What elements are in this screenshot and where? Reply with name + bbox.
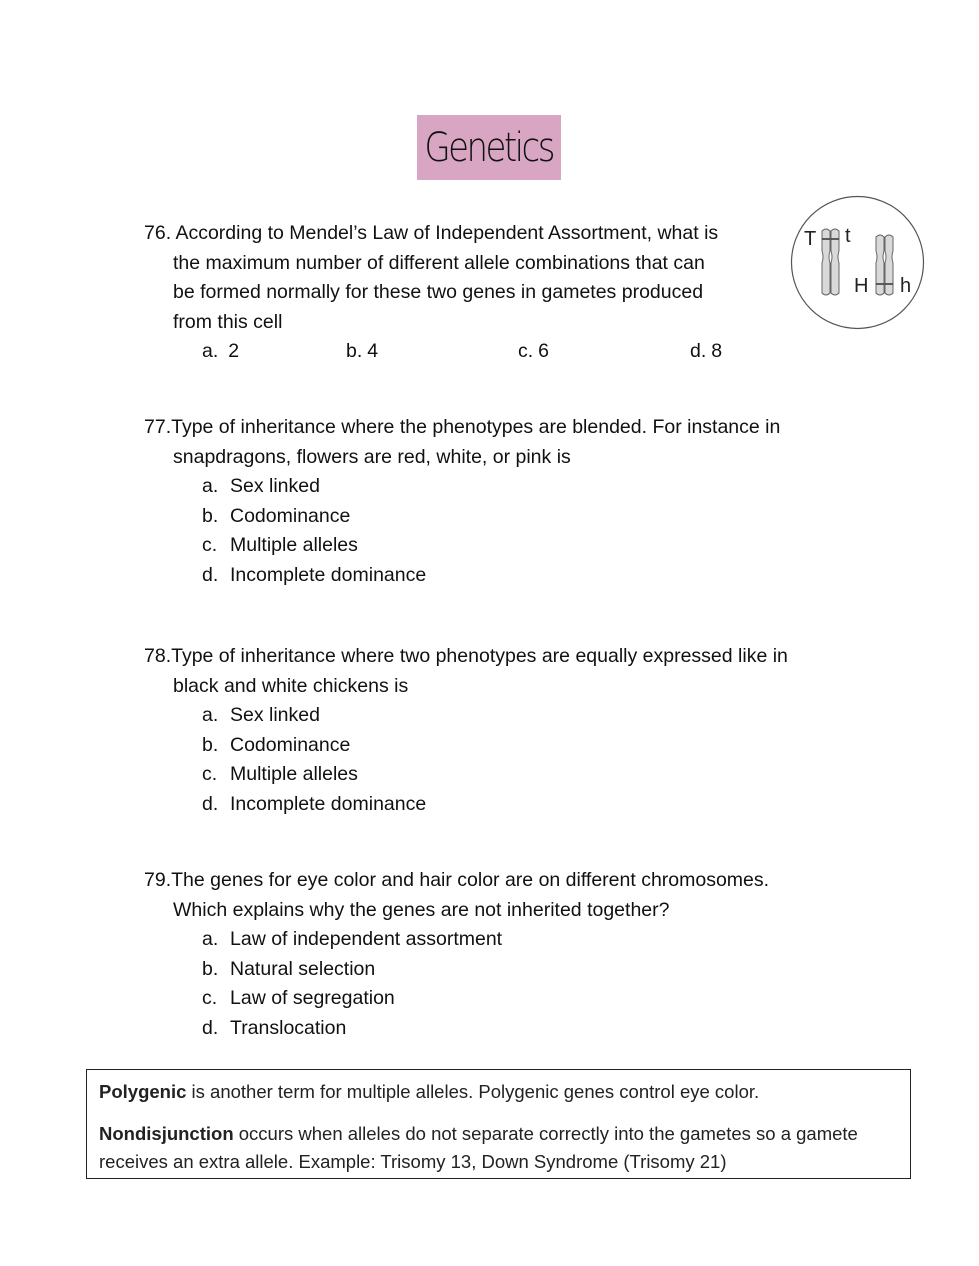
answer-options: [144, 337, 764, 367]
answer-option-a[interactable]: a. Law of independent assortment: [202, 928, 503, 950]
question-text: Which explains why the genes are not inherited together?: [173, 898, 670, 921]
question-76: [144, 219, 764, 367]
question-text: the maximum number of different allele combinations that can: [173, 251, 705, 274]
label-h: h: [900, 275, 912, 297]
question-text: black and white chickens is: [173, 674, 409, 697]
answer-option-b[interactable]: b. Codominance: [202, 733, 351, 756]
question-text: be formed normally for these two genes in gametes produced: [173, 281, 704, 303]
answer-option-d[interactable]: d. 8: [690, 340, 723, 362]
question-text: Type of inheritance where the phenotypes are blended. For instance in: [171, 416, 781, 438]
question-text: The genes for eye color and hair color are on different chromosomes.: [171, 869, 770, 891]
answer-option-d[interactable]: d. Translocation: [202, 1016, 347, 1039]
answer-option-c[interactable]: c. 6: [518, 340, 550, 362]
notes-box: [86, 1069, 911, 1179]
note-term: Polygenic: [99, 1081, 187, 1102]
question-text: Type of inheritance where two phenotypes are equally expressed like in: [171, 645, 788, 667]
answer-option-b[interactable]: b. 4: [346, 340, 379, 362]
answer-option-a[interactable]: a. Sex linked: [202, 475, 320, 497]
note-term: Nondisjunction: [99, 1123, 234, 1144]
page-title: Genetics: [424, 124, 554, 171]
title-banner: [417, 115, 561, 180]
question-text: According to Mendel’s Law of Independent Assortment, what is: [171, 222, 719, 244]
note-text: occurs when alleles do not separate correctly into the gametes so a gamete receives an extra allele. Example: Trisomy 13, Down Syndrome (Trisomy 21): [99, 1123, 858, 1172]
question-text: from this cell: [173, 310, 283, 333]
label-t: t: [845, 225, 851, 247]
label-T: T: [804, 228, 817, 250]
note-polygenic: [99, 1078, 898, 1106]
chromosome-diagram: [790, 195, 925, 330]
answer-option-c[interactable]: c. Law of segregation: [202, 987, 395, 1009]
answer-option-d[interactable]: d. Incomplete dominance: [202, 563, 427, 586]
note-nondisjunction: [99, 1120, 898, 1176]
answer-option-c[interactable]: c. Multiple alleles: [202, 534, 358, 556]
question-number: 78.: [144, 645, 172, 667]
question-number: 79.: [144, 869, 172, 891]
question-78: [144, 642, 844, 819]
answer-option-b[interactable]: b. Codominance: [202, 504, 351, 527]
question-text: snapdragons, flowers are red, white, or pink is: [173, 445, 571, 468]
question-79: [144, 866, 844, 1043]
question-number: 76.: [144, 222, 172, 244]
answer-option-c[interactable]: c. Multiple alleles: [202, 763, 358, 785]
note-text: is another term for multiple alleles. Polygenic genes control eye color.: [186, 1081, 760, 1102]
label-H: H: [854, 275, 869, 297]
answer-option-d[interactable]: d. Incomplete dominance: [202, 792, 427, 815]
answer-option-a[interactable]: a. Sex linked: [202, 704, 320, 726]
question-number: 77.: [144, 416, 172, 438]
answer-option-b[interactable]: b. Natural selection: [202, 957, 376, 980]
question-77: [144, 413, 844, 590]
answer-option-a[interactable]: a. 2: [202, 340, 240, 362]
